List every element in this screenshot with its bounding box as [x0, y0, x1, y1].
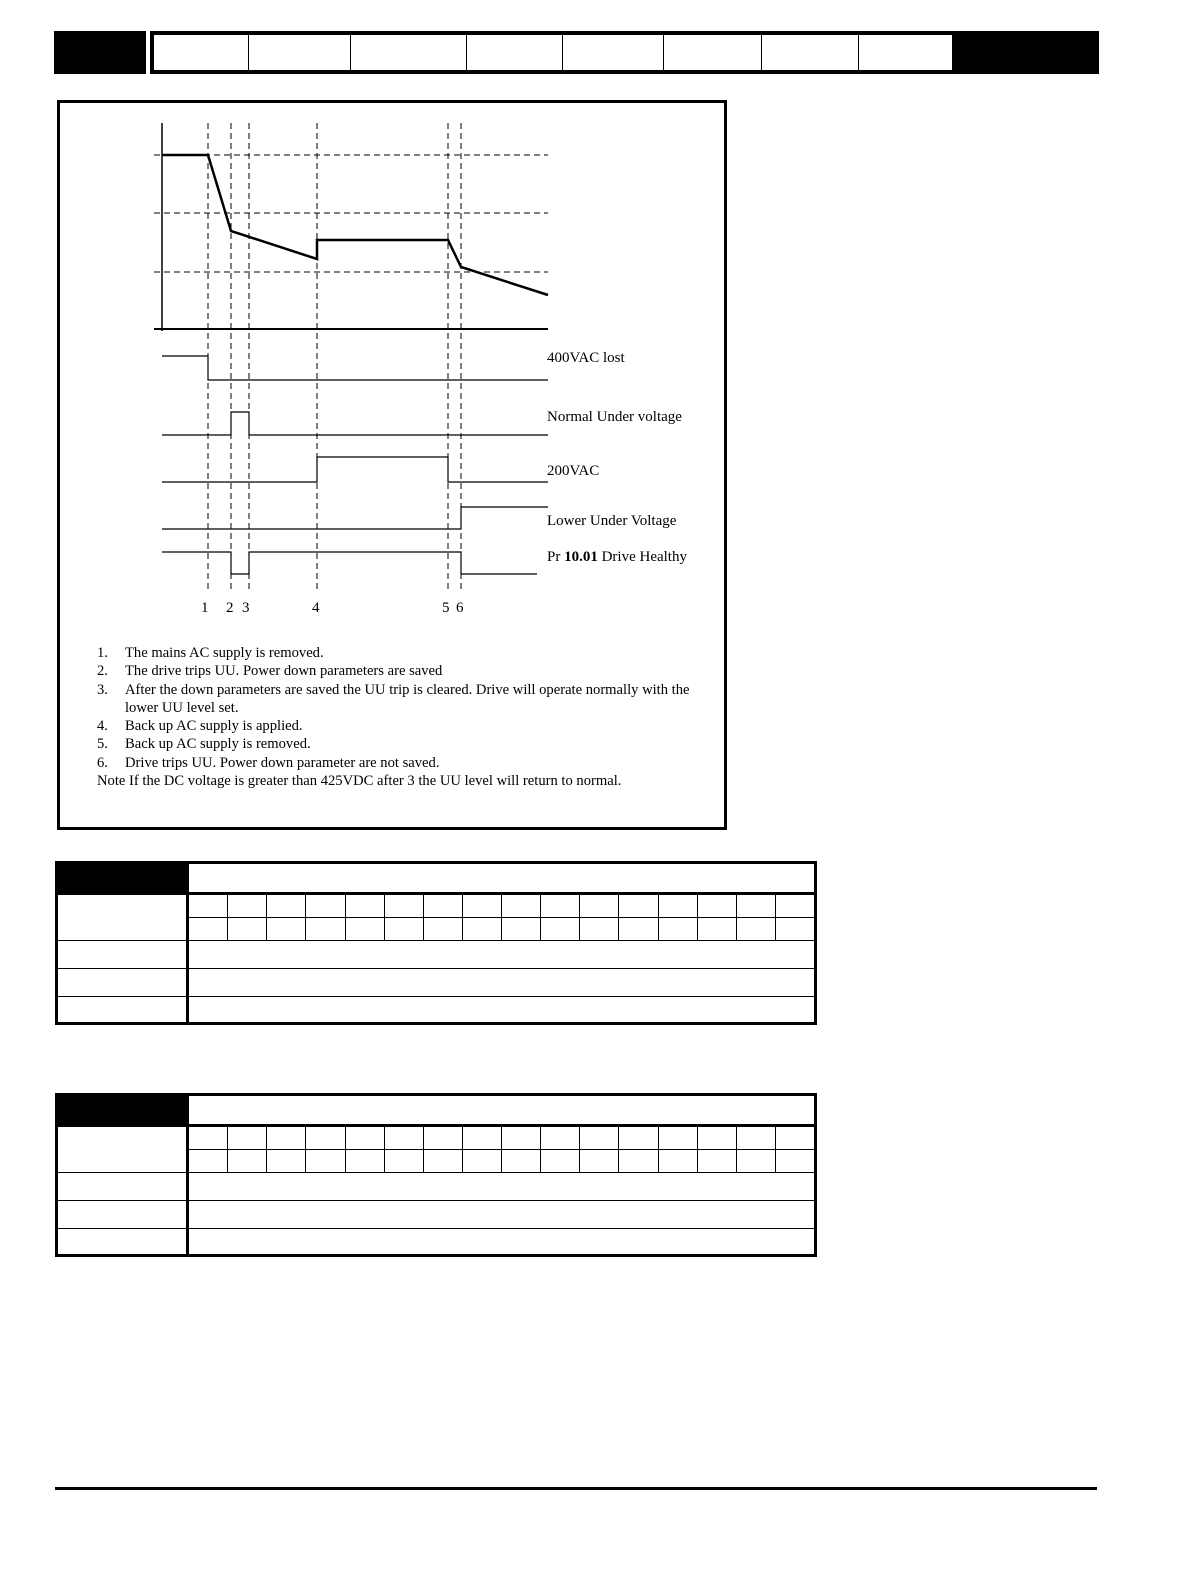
note-number: 4.: [97, 718, 108, 735]
note-text: The mains AC supply is removed.: [125, 645, 324, 661]
label-backup-ac: 200VAC: [547, 463, 600, 479]
header-tab: [154, 35, 249, 70]
header-tab: [664, 35, 762, 70]
table-rule: [58, 1200, 814, 1201]
figure-notes: [97, 644, 717, 790]
note-number: 6.: [97, 754, 108, 771]
undervoltage-timing-figure: [57, 100, 727, 830]
healthy-suffix: Drive Healthy: [601, 549, 687, 565]
table-rule: [58, 968, 814, 969]
note-item: [97, 717, 717, 735]
header-tab: [563, 35, 664, 70]
event-marker-5: 5: [442, 600, 450, 616]
table-divider: [186, 864, 189, 1022]
label-lower-uv: Lower Under Voltage: [547, 513, 677, 529]
header-tab: [249, 35, 351, 70]
label-drive-healthy: [547, 549, 687, 566]
event-marker-4: 4: [312, 600, 320, 616]
header-tab: [762, 35, 859, 70]
parameter-table-2: [55, 1093, 817, 1257]
note-text: Back up AC supply is removed.: [125, 736, 311, 753]
note-item: [97, 644, 717, 662]
healthy-param: 10.01: [564, 549, 598, 565]
header-block-right: [955, 31, 1099, 74]
signal-backup-ac: [162, 457, 548, 482]
label-normal-uv: Normal Under voltage: [547, 409, 682, 425]
note-number: 5.: [97, 736, 108, 753]
note-item: [97, 735, 717, 753]
table-rule: [58, 940, 814, 941]
label-ac-lost: 400VAC lost: [547, 350, 625, 366]
header-tab: [467, 35, 563, 70]
note-number: 1.: [97, 645, 108, 661]
header-tab-strip: [150, 31, 956, 74]
dc-bus-voltage-trace: [162, 155, 548, 295]
note-item: [97, 662, 717, 680]
note-text: Back up AC supply is applied.: [125, 718, 303, 735]
header-tab: [859, 35, 952, 70]
note-text: After the down parameters are saved the UU trip is cleared. Drive will operate normally with the lower UU level set.: [125, 681, 690, 716]
event-marker-2: 2: [226, 600, 234, 616]
parameter-table-1: [55, 861, 817, 1025]
param-number-cell: [58, 864, 186, 892]
signal-lower-uv: [162, 507, 548, 529]
note-item: [97, 681, 717, 718]
table-rule: [58, 996, 814, 997]
param-number-cell: [58, 1096, 186, 1124]
header-block-left: [54, 31, 146, 74]
event-marker-3: 3: [242, 600, 250, 616]
signal-drive-healthy: [162, 552, 537, 574]
event-marker-1: 1: [201, 600, 209, 616]
event-marker-6: 6: [456, 600, 464, 616]
header-tab: [351, 35, 467, 70]
coding-mid-rule: [189, 1149, 814, 1150]
signal-normal-uv: [162, 412, 548, 435]
coding-mid-rule: [189, 917, 814, 918]
table-divider: [186, 1096, 189, 1254]
note-item: [97, 754, 717, 772]
note-number: 3.: [97, 681, 108, 698]
note-text: The drive trips UU. Power down parameters are saved: [125, 663, 443, 680]
healthy-prefix: Pr: [547, 549, 561, 565]
footer-rule: [55, 1487, 1097, 1490]
table-rule: [58, 1228, 814, 1229]
note-text: Drive trips UU. Power down parameter are not saved.: [125, 754, 440, 771]
note-number: 2.: [97, 663, 108, 680]
table-rule: [58, 1172, 814, 1173]
signal-ac-lost: [162, 356, 548, 380]
note-final: Note If the DC voltage is greater than 425VDC after 3 the UU level will return to normal.: [97, 773, 622, 790]
